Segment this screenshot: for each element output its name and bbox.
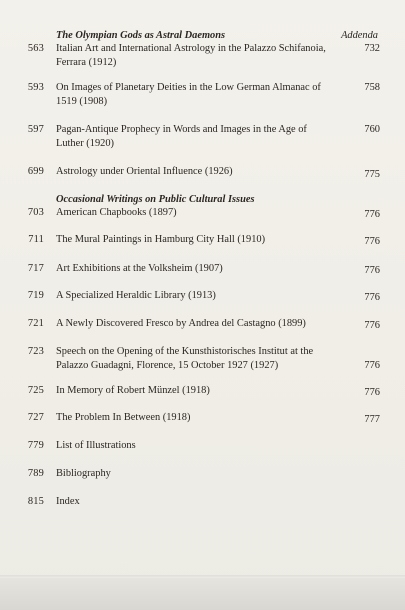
addenda-page-number: 776	[364, 292, 380, 303]
entry-title: The Mural Paintings in Hamburg City Hall (1910)	[56, 234, 266, 245]
addenda-page-number: 775	[364, 169, 380, 180]
entry-title: Speech on the Opening of the Kunsthistorisches Institut at the Palazzo Guadagni, Florence, 15 October 1927 (1927)	[56, 346, 314, 371]
entry-page-number: 719	[27, 290, 44, 301]
addenda-page-number: 760	[364, 124, 380, 135]
addenda-page-number: 776	[364, 209, 380, 220]
page-bottom-edge	[0, 578, 405, 610]
entry-title: Art Exhibitions at the Volksheim (1907)	[56, 263, 223, 274]
entry-page-number: 711	[28, 234, 44, 245]
entry-page-number: 779	[27, 440, 44, 451]
entry-title: Bibliography	[56, 468, 111, 479]
entry-title: On Images of Planetary Deities in the Low German Almanac of 1519 (1908)	[56, 82, 321, 107]
addenda-page-number: 758	[364, 82, 380, 93]
entry-title: A Newly Discovered Fresco by Andrea del Castagno (1899)	[56, 318, 306, 329]
entry-page-number: 723	[27, 346, 44, 357]
entry-title: Astrology under Oriental Influence (1926)	[56, 166, 233, 177]
entry-title: The Problem In Between (1918)	[56, 412, 191, 423]
addenda-page-number: 776	[364, 387, 380, 398]
entry-page-number: 815	[27, 496, 44, 507]
entry-page-number: 593	[27, 82, 44, 93]
entry-title: In Memory of Robert Münzel (1918)	[56, 385, 210, 396]
entry-page-number: 727	[27, 412, 44, 423]
entry-title: Pagan-Antique Prophecy in Words and Images in the Age of Luther (1920)	[56, 124, 307, 149]
addenda-page-number: 776	[364, 320, 380, 331]
addenda-page-number: 776	[364, 360, 380, 371]
addenda-page-number: 777	[364, 414, 380, 425]
entry-title: A Specialized Heraldic Library (1913)	[56, 290, 216, 301]
section-heading-occasional-writings: Occasional Writings on Public Cultural Issues	[56, 194, 255, 205]
entry-page-number: 717	[27, 263, 44, 274]
entry-page-number: 789	[27, 468, 44, 479]
entry-title: Index	[56, 496, 80, 507]
addenda-page-number: 776	[364, 236, 380, 247]
entry-title: Italian Art and International Astrology in the Palazzo Schifanoia, Ferrara (1912)	[56, 43, 326, 68]
entry-page-number: 725	[27, 385, 44, 396]
addenda-page-number: 732	[364, 43, 380, 54]
entry-title: List of Illustrations	[56, 440, 136, 451]
entry-page-number: 597	[27, 124, 44, 135]
entry-page-number: 699	[27, 166, 44, 177]
entry-page-number: 703	[27, 207, 44, 218]
addenda-page-number: 776	[364, 265, 380, 276]
entry-title: American Chapbooks (1897)	[56, 207, 177, 218]
section-heading-olympian-gods: The Olympian Gods as Astral Daemons	[56, 30, 226, 41]
entry-page-number: 721	[27, 318, 44, 329]
addenda-column-header: Addenda	[341, 30, 378, 41]
entry-page-number: 563	[27, 43, 44, 54]
